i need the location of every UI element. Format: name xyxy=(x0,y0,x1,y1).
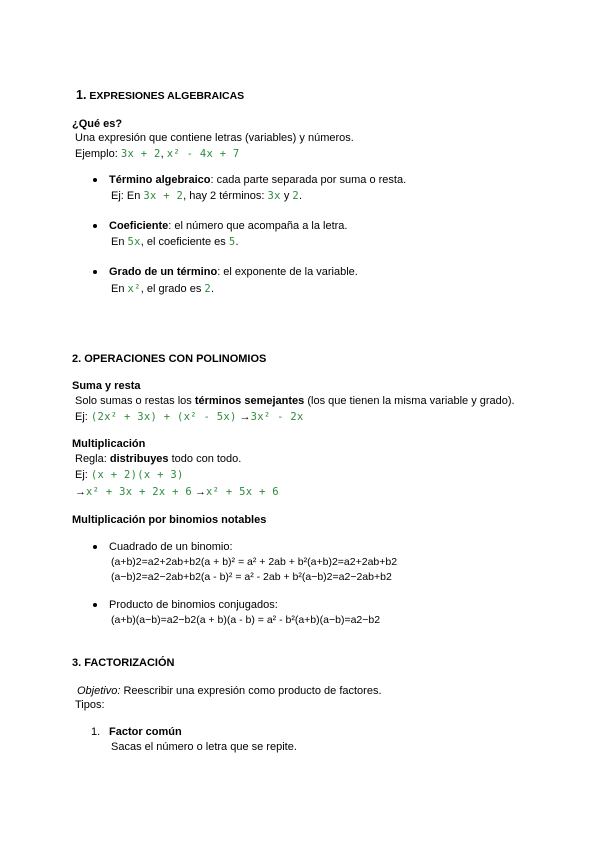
mult-example: Ej: (x + 2)(x + 3) xyxy=(75,469,184,481)
bullet-dot xyxy=(93,178,97,182)
bullet-dot xyxy=(93,603,97,607)
term-algebraico-example: Ej: En 3x + 2, hay 2 términos: 3x y 2. xyxy=(111,190,303,202)
section-1-title: 1. EXPRESIONES ALGEBRAICAS xyxy=(76,88,245,102)
bullet-dot xyxy=(93,224,97,228)
factor-comun-title: Factor común xyxy=(109,726,182,738)
definition-text: Una expresión que contiene letras (variables) y números. xyxy=(75,132,354,144)
cuadrado-formula-2: (a−b)2=a2−2ab+b2(a - b)² = a² - 2ab + b²(a−b)2=a2−2ab+b2 xyxy=(111,571,392,583)
mult-heading: Multiplicación xyxy=(72,438,146,450)
suma-text: Solo sumas o restas los términos semejantes (los que tienen la misma variable y grado). xyxy=(75,395,515,407)
conjugados-formula: (a+b)(a−b)=a2−b2(a + b)(a - b) = a² - b²(a+b)(a−b)=a2−b2 xyxy=(111,614,381,626)
example-expr-1: 3x + 2 xyxy=(120,148,161,160)
mult-steps: →x² + 3x + 2x + 6 →x² + 5x + 6 xyxy=(75,486,279,498)
list-number: 1. xyxy=(91,726,101,738)
binomios-heading: Multiplicación por binomios notables xyxy=(72,514,267,526)
tipos-label: Tipos: xyxy=(75,699,105,711)
coeficiente-line: Coeficiente: el número que acompaña a la letra. xyxy=(109,220,348,232)
section-3-title: 3. FACTORIZACIÓN xyxy=(72,657,175,669)
cuadrado-formula-1: (a+b)2=a2+2ab+b2(a + b)² = a² + 2ab + b²(a+b)2=a2+2ab+b2 xyxy=(111,556,398,568)
section-2-title: 2. OPERACIONES CON POLINOMIOS xyxy=(72,353,267,365)
conjugados-title: Producto de binomios conjugados: xyxy=(109,599,278,611)
cuadrado-title: Cuadrado de un binomio: xyxy=(109,541,233,553)
que-es-heading: ¿Qué es? xyxy=(72,118,123,130)
factor-comun-desc: Sacas el número o letra que se repite. xyxy=(111,741,297,753)
mult-rule: Regla: distribuyes todo con todo. xyxy=(75,453,242,465)
coeficiente-example: En 5x, el coeficiente es 5. xyxy=(111,236,239,248)
suma-heading: Suma y resta xyxy=(72,380,141,392)
bullet-dot xyxy=(93,270,97,274)
objetivo-line: Objetivo: Reescribir una expresión como producto de factores. xyxy=(77,685,382,697)
example-line: Ejemplo: 3x + 2, x² - 4x + 7 xyxy=(75,148,240,160)
suma-example: Ej: (2x² + 3x) + (x² - 5x) →3x² - 2x xyxy=(75,411,304,423)
grado-line: Grado de un término: el exponente de la variable. xyxy=(109,266,358,278)
bullet-dot xyxy=(93,545,97,549)
example-expr-2: x² - 4x + 7 xyxy=(166,148,240,160)
term-algebraico-line: Término algebraico: cada parte separada por suma o resta. xyxy=(109,174,407,186)
grado-example: En x², el grado es 2. xyxy=(111,283,215,295)
